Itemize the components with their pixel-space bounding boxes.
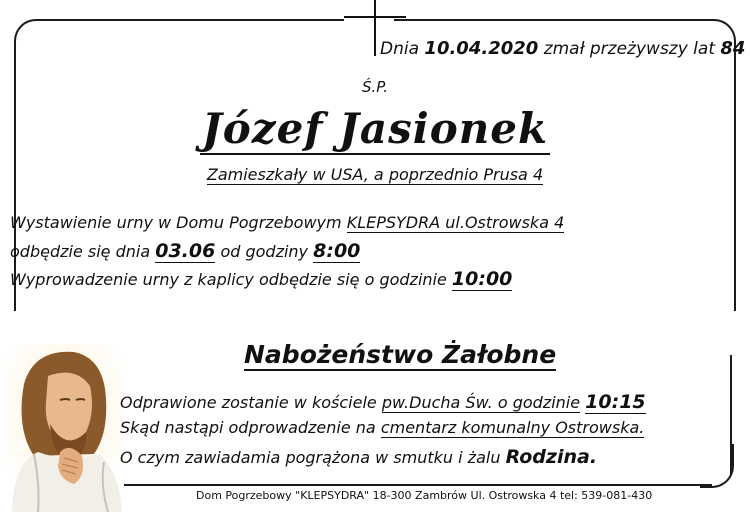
frame-border-bottom	[112, 484, 712, 486]
praying-jesus-image	[4, 344, 124, 512]
viewing-line2-prefix: odbędzie się dnia	[10, 242, 151, 261]
residence-text: Zamieszkały w USA, a poprzednio Prusa 4	[206, 165, 544, 184]
service-line-1	[120, 391, 646, 413]
service-line3-prefix: O czym zawiadamia pogrążona w smutku i żalu	[120, 448, 501, 467]
viewing-line-3	[10, 268, 512, 290]
died-text: zmał przeżywszy lat	[543, 39, 715, 59]
footer-contact: Dom Pogrzebowy "KLEPSYDRA" 18-300 Zambrów Ul. Ostrowska 4 tel: 539-081-430	[196, 489, 653, 502]
viewing-time: 8:00	[313, 240, 361, 262]
cross-bar	[344, 16, 406, 18]
viewing-date: 03.06	[155, 240, 216, 262]
service-line-2	[120, 418, 644, 437]
service-line2-prefix: Skąd nastąpi odprowadzenie na	[120, 418, 376, 437]
viewing-line-1	[10, 213, 564, 232]
viewing-line1-prefix: Wystawienie urny w Domu Pogrzebowym	[10, 213, 342, 232]
cross-icon	[374, 0, 376, 56]
frame-corner	[700, 444, 734, 488]
service-time: 10:15	[585, 391, 646, 413]
sp-label: Ś.P.	[362, 78, 389, 96]
deceased-name-text: Józef Jasionek	[201, 104, 549, 153]
age: 84	[720, 38, 746, 59]
date-prefix: Dnia	[380, 39, 420, 59]
viewing-line-2	[10, 240, 360, 262]
service-title: Nabożeństwo Żałobne	[244, 340, 557, 369]
service-line1-prefix: Odprawione zostanie w kościele	[120, 393, 377, 412]
deceased-name	[0, 104, 750, 153]
cemetery-name: cmentarz komunalny Ostrowska.	[380, 418, 645, 437]
family-signature: Rodzina.	[505, 446, 598, 468]
viewing-line2-mid: od godziny	[220, 242, 309, 261]
service-line-3	[120, 446, 597, 468]
residence	[0, 165, 750, 184]
church-name: pw.Ducha Św. o godzinie	[381, 393, 581, 412]
departure-time: 10:00	[451, 268, 513, 290]
funeral-home-address: KLEPSYDRA ul.Ostrowska 4	[346, 213, 565, 232]
death-info-line	[380, 38, 745, 59]
death-date: 10.04.2020	[424, 38, 539, 59]
viewing-line3-prefix: Wyprowadzenie urny z kaplicy odbędzie się o godzinie	[10, 270, 447, 289]
